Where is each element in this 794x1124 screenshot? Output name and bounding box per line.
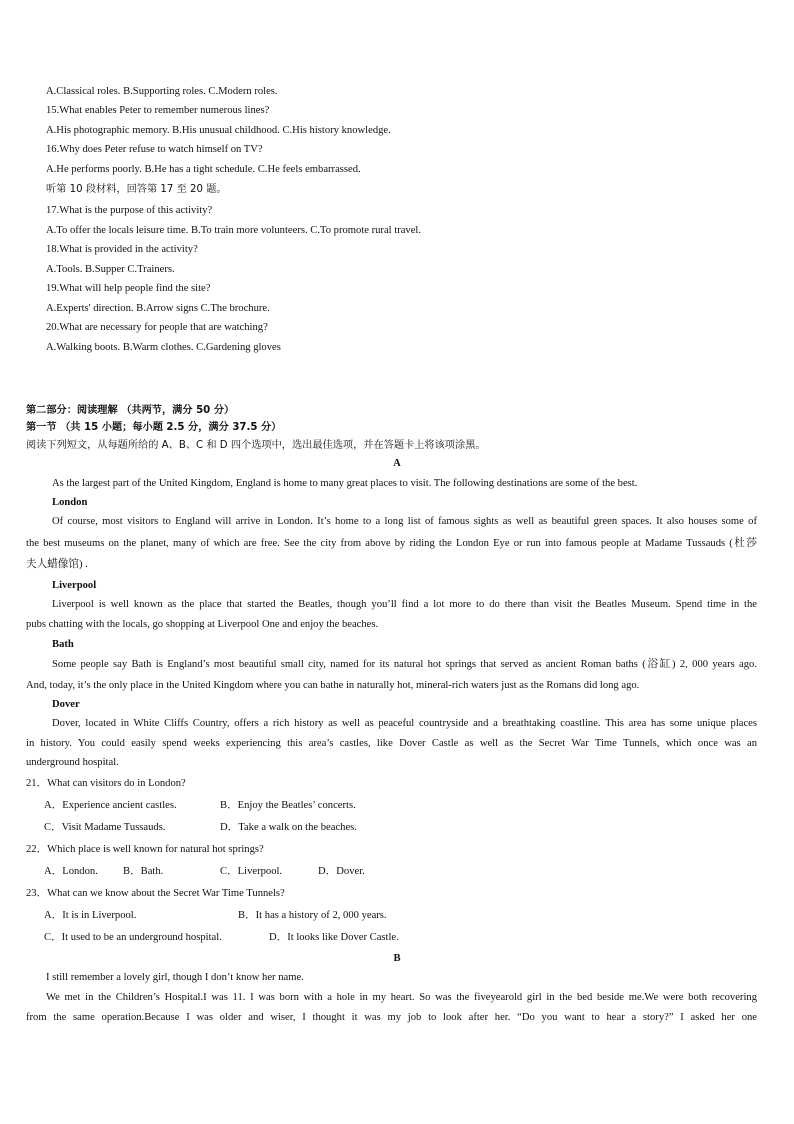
dover-heading: Dover [52, 699, 80, 710]
q21-question: 21．What can visitors do in London? [26, 778, 186, 789]
q20-question: 20.What are necessary for people that are watching? [46, 322, 268, 333]
bath-paragraph-line-2: And, today, it’s the only place in the United Kingdom where you can bathe in naturally hot, mineral-rich waters just as the Romans did long ago. [26, 680, 640, 691]
passage-b-paragraph-2-line-2: from the same operation.Because I was older and wiser, I thought it was my job to look after her. “Do you want to hear a story?” I asked her one [26, 1012, 757, 1023]
q16-question: 16.Why does Peter refuse to watch himself on TV? [46, 144, 263, 155]
part-title: 第二部分：阅读理解 （共两节，满分 50 分） [26, 405, 235, 416]
passage-a-intro: As the largest part of the United Kingdom, England is home to many great places to visit. The following destinations are some of the best. [52, 478, 638, 489]
q22-question: 22．Which place is well known for natural hot springs? [26, 844, 264, 855]
q15-question: 15.What enables Peter to remember numerous lines? [46, 105, 270, 116]
q21-option-a: A．Experience ancient castles. [44, 800, 177, 811]
q18-options: A.Tools. B.Supper C.Trainers. [46, 264, 175, 275]
q14-options: A.Classical roles. B.Supporting roles. C.Modern roles. [46, 86, 278, 97]
dover-paragraph-line-2: in history. You could easily spend weeks experiencing this area’s castles, like Dover Castle as well as the Secret War Time Tunnels, which once was an [26, 738, 757, 749]
q22-option-a: A．London. [44, 866, 98, 877]
q22-option-c: C．Liverpool. [220, 866, 283, 877]
q18-question: 18.What is provided in the activity? [46, 244, 198, 255]
q19-options: A.Experts' direction. B.Arrow signs C.The brochure. [46, 303, 270, 314]
q23-option-b: B．It has a history of 2, 000 years. [238, 910, 387, 921]
q23-question: 23．What can we know about the Secret War Time Tunnels? [26, 888, 285, 899]
q20-options: A.Walking boots. B.Warm clothes. C.Gardening gloves [46, 342, 281, 353]
q21-option-b: B．Enjoy the Beatles’ concerts. [220, 800, 356, 811]
section-title: 第一节 （共 15 小题；每小题 2.5 分，满分 37.5 分） [26, 422, 282, 433]
passage-b-paragraph-1: I still remember a lovely girl, though I don’t know her name. [46, 972, 304, 983]
q22-option-b: B．Bath. [123, 866, 164, 877]
bath-heading: Bath [52, 639, 74, 650]
liverpool-heading: Liverpool [52, 580, 97, 591]
q15-options: A.His photographic memory. B.His unusual childhood. C.His history knowledge. [46, 125, 391, 136]
q19-question: 19.What will help people find the site? [46, 283, 211, 294]
liverpool-paragraph-line-1: Liverpool is well known as the place that started the Beatles, though you’ll find a lot more to do there than visit the Beatles Museum. Spend time in the [52, 599, 757, 610]
dover-paragraph-line-3: underground hospital. [26, 757, 119, 768]
passage-b-label: B [393, 953, 401, 964]
q16-options: A.He performs poorly. B.He has a tight schedule. C.He feels embarrassed. [46, 164, 361, 175]
listening-instruction-10: 听第 10 段材料，回答第 17 至 20 题。 [46, 184, 227, 195]
q23-option-a: A．It is in Liverpool. [44, 910, 137, 921]
q17-question: 17.What is the purpose of this activity? [46, 205, 213, 216]
liverpool-paragraph-line-2: pubs chatting with the locals, go shopping at Liverpool One and enjoy the beaches. [26, 619, 379, 630]
dover-paragraph-line-1: Dover, located in White Cliffs Country, offers a rich history as well as peaceful countryside and a breathtaking coastline. This area has some unique places [52, 718, 757, 729]
q23-option-d: D．It looks like Dover Castle. [269, 932, 399, 943]
q22-option-d: D．Dover. [318, 866, 365, 877]
q21-option-c: C．Visit Madame Tussauds. [44, 822, 166, 833]
passage-a-label: A [393, 458, 401, 469]
london-heading: London [52, 497, 88, 508]
q23-option-c: C．It used to be an underground hospital. [44, 932, 222, 943]
london-paragraph-line-3: 夫人蜡像馆) . [26, 559, 88, 570]
q17-options: A.To offer the locals leisure time. B.To train more volunteers. C.To promote rural travel. [46, 225, 422, 236]
reading-instruction: 阅读下列短文，从每题所给的 A、B、C 和 D 四个选项中，选出最佳选项，并在答题卡上将该项涂黑。 [26, 440, 486, 451]
london-paragraph-line-1: Of course, most visitors to England will arrive in London. It’s home to a long list of famous sights as well as beautiful green spaces. It also houses some of [52, 516, 757, 527]
passage-b-paragraph-2-line-1: We met in the Children’s Hospital.I was 11. I was born with a hole in my heart. So was the fiveyearold girl in the bed beside me.We were both recovering [46, 992, 757, 1003]
q21-option-d: D．Take a walk on the beaches. [220, 822, 357, 833]
london-paragraph-line-2: the best museums on the planet, many of which are free. See the city from above by riding the London Eye or run into famous people at Madame Tussauds (杜莎 [26, 538, 757, 549]
bath-paragraph-line-1: Some people say Bath is England’s most beautiful small city, named for its natural hot springs that served as ancient Roman baths (浴缸) 2, 000 years ago. [52, 659, 757, 670]
